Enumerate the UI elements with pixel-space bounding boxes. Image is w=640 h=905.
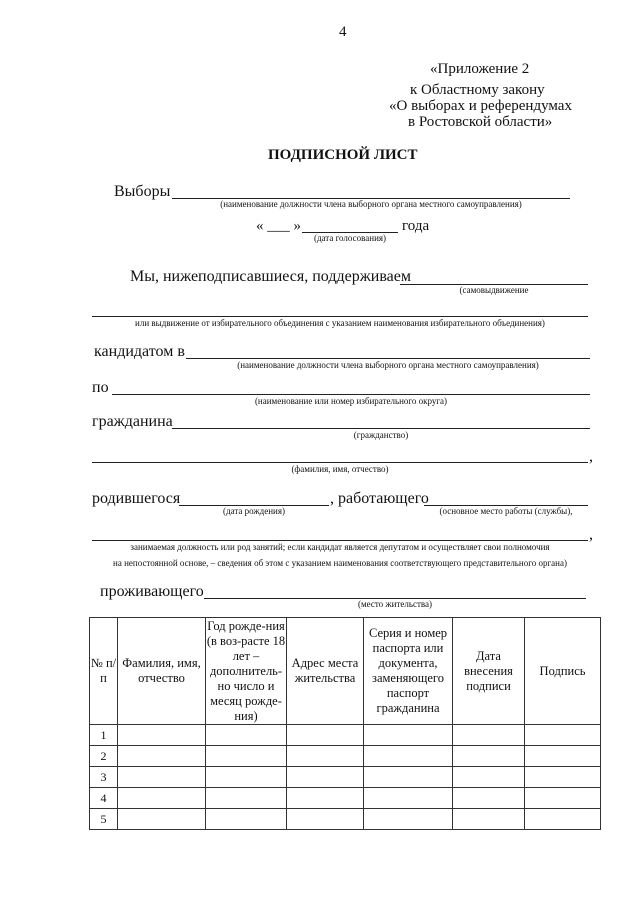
date-caption: (дата голосования) bbox=[313, 233, 387, 243]
date-cell[interactable] bbox=[453, 809, 525, 830]
signature-cell[interactable] bbox=[525, 746, 601, 767]
table-row bbox=[90, 809, 601, 830]
address-cell[interactable] bbox=[287, 767, 364, 788]
passport-cell[interactable] bbox=[364, 767, 453, 788]
row-number: 1 bbox=[90, 725, 118, 746]
citizenship-caption: (гражданство) bbox=[353, 430, 409, 440]
working-label: , работающего bbox=[330, 490, 429, 507]
address-cell[interactable] bbox=[287, 809, 364, 830]
fullname-field[interactable] bbox=[92, 462, 588, 463]
col-header-birth-year: Год рожде-ния (в воз-расте 18 лет – дополнитель-но число и месяц рожде-ния) bbox=[206, 618, 286, 723]
col-header-sign-date: Дата внесения подписи bbox=[453, 618, 525, 725]
candidate-label: кандидатом в bbox=[94, 343, 185, 360]
signature-table bbox=[89, 617, 601, 830]
candidate-field[interactable] bbox=[186, 358, 590, 359]
birth-cell[interactable] bbox=[206, 746, 287, 767]
appendix-line-3: «О выборах и референдумах bbox=[389, 98, 572, 114]
table-header-row bbox=[90, 618, 601, 725]
appendix-line-4: в Ростовской области» bbox=[408, 114, 553, 130]
signature-cell[interactable] bbox=[525, 809, 601, 830]
date-day: « ___ » bbox=[256, 218, 301, 234]
position-caption-2: на непостоянной основе, – сведения об этом с указанием наименования соответствующего представительного органа) bbox=[113, 558, 567, 568]
appendix-line-2: к Областному закону bbox=[410, 82, 545, 98]
page-number: 4 bbox=[339, 24, 347, 40]
fullname-caption: (фамилия, имя, отчество) bbox=[291, 464, 389, 474]
col-header-signature: Подпись bbox=[525, 618, 601, 725]
signature-cell[interactable] bbox=[525, 788, 601, 809]
fullname-cell[interactable] bbox=[118, 809, 206, 830]
support-caption: (самовыдвижение bbox=[459, 285, 529, 295]
table-row bbox=[90, 746, 601, 767]
signature-cell[interactable] bbox=[525, 767, 601, 788]
appendix-line-1: «Приложение 2 bbox=[430, 61, 530, 77]
passport-cell[interactable] bbox=[364, 746, 453, 767]
row-number: 3 bbox=[90, 767, 118, 788]
citizen-label: гражданина bbox=[92, 413, 173, 430]
passport-cell[interactable] bbox=[364, 809, 453, 830]
position-comma: , bbox=[589, 526, 593, 543]
fullname-cell[interactable] bbox=[118, 746, 206, 767]
nomination-caption: или выдвижение от избирательного объединения с указанием наименования избирательного объединения) bbox=[135, 318, 545, 328]
district-field[interactable] bbox=[112, 394, 590, 395]
birth-caption: (дата рождения) bbox=[223, 506, 285, 516]
support-text: Мы, нижеподписавшиеся, поддерживаем bbox=[130, 268, 411, 285]
row-number: 4 bbox=[90, 788, 118, 809]
born-label: родившегося bbox=[92, 490, 181, 507]
district-label: по bbox=[92, 379, 109, 396]
table-row bbox=[90, 788, 601, 809]
table-row bbox=[90, 725, 601, 746]
fullname-cell[interactable] bbox=[118, 788, 206, 809]
date-cell[interactable] bbox=[453, 725, 525, 746]
col-header-number: № п/п bbox=[90, 618, 118, 725]
address-cell[interactable] bbox=[287, 788, 364, 809]
elections-caption: (наименование должности члена выборного органа местного самоуправления) bbox=[220, 199, 522, 209]
date-cell[interactable] bbox=[453, 788, 525, 809]
work-caption: (основное место работы (службы), bbox=[439, 506, 573, 516]
document-title: ПОДПИСНОЙ ЛИСТ bbox=[268, 147, 418, 163]
col-header-address: Адрес места жительства bbox=[287, 618, 364, 725]
residence-caption: (место жительства) bbox=[357, 599, 433, 609]
address-cell[interactable] bbox=[287, 746, 364, 767]
passport-cell[interactable] bbox=[364, 788, 453, 809]
table-row bbox=[90, 767, 601, 788]
position-caption-1: занимаемая должность или род занятий; если кандидат является депутатом и осуществляет свои полномочия bbox=[130, 542, 550, 552]
citizenship-field[interactable] bbox=[172, 428, 590, 429]
address-cell[interactable] bbox=[287, 725, 364, 746]
date-cell[interactable] bbox=[453, 767, 525, 788]
date-year-label: года bbox=[402, 218, 430, 234]
birth-cell[interactable] bbox=[206, 767, 287, 788]
candidate-caption: (наименование должности члена выборного органа местного самоуправления) bbox=[237, 360, 539, 370]
position-field[interactable] bbox=[92, 540, 588, 541]
fullname-cell[interactable] bbox=[118, 767, 206, 788]
fullname-comma: , bbox=[589, 448, 593, 465]
passport-cell[interactable] bbox=[364, 725, 453, 746]
row-number: 2 bbox=[90, 746, 118, 767]
residence-label: проживающего bbox=[100, 583, 204, 600]
elections-label: Выборы bbox=[114, 183, 171, 200]
col-header-fullname: Фамилия, имя, отчество bbox=[118, 618, 206, 725]
nomination-field[interactable] bbox=[92, 316, 588, 317]
col-header-passport: Серия и номер паспорта или документа, заменяющего паспорт гражданина bbox=[364, 618, 453, 725]
fullname-cell[interactable] bbox=[118, 725, 206, 746]
signature-cell[interactable] bbox=[525, 725, 601, 746]
date-cell[interactable] bbox=[453, 746, 525, 767]
district-caption: (наименование или номер избирательного округа) bbox=[254, 396, 448, 406]
birth-cell[interactable] bbox=[206, 725, 287, 746]
row-number: 5 bbox=[90, 809, 118, 830]
birth-cell[interactable] bbox=[206, 788, 287, 809]
birth-cell[interactable] bbox=[206, 809, 287, 830]
